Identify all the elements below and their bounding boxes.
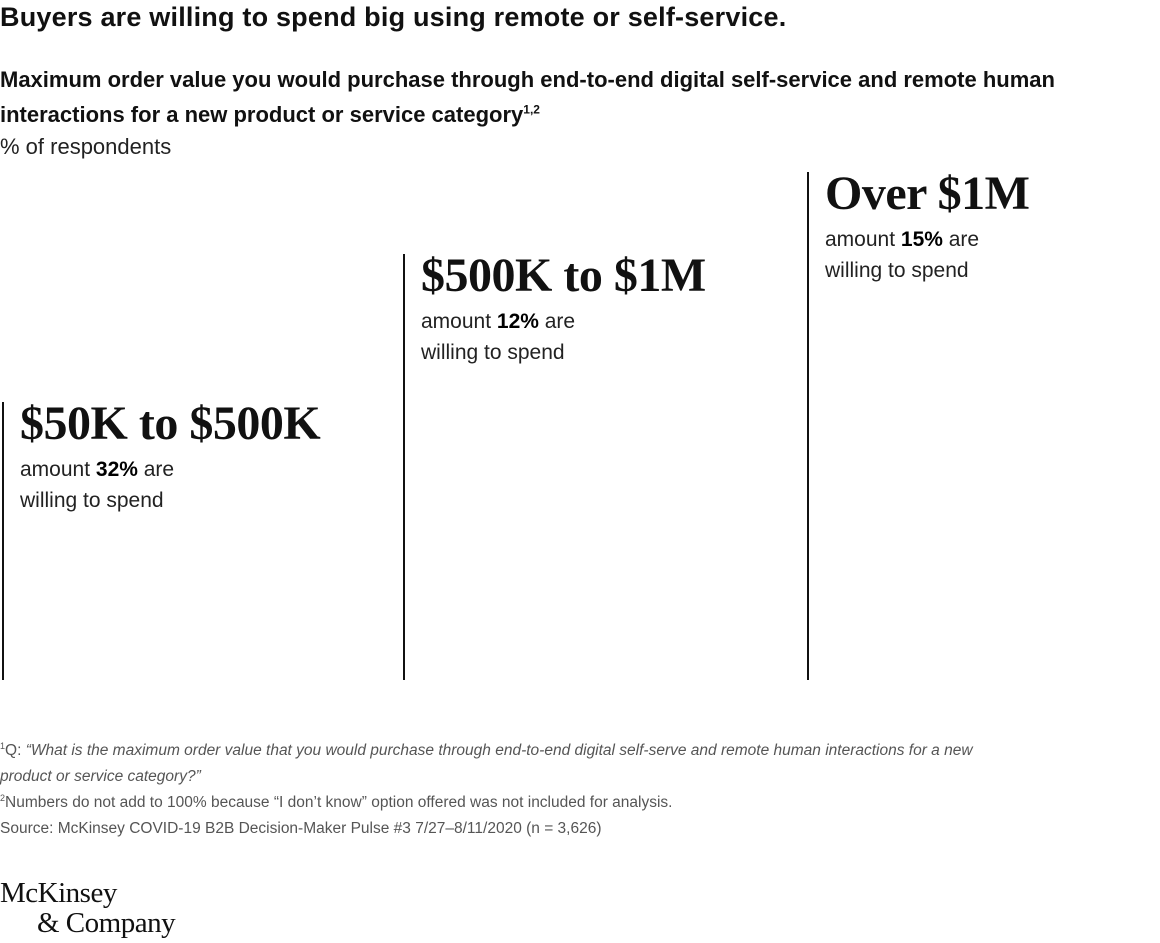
- category-label-2: $500K to $1M: [421, 249, 706, 302]
- bar-3: [807, 172, 809, 680]
- chart-title: Maximum order value you would purchase through end-to-end digital self-service and remote human interactions for a new product or service category$^{1,2}$: [0, 67, 1055, 127]
- footnote-1: $^1$Q: “What is the maximum order value that you would purchase through end-to-end digital self-serve and remote human interactions for a new: [0, 740, 973, 759]
- mckinsey-logo: McKinsey & Company: [0, 877, 176, 939]
- bar-1: [2, 402, 4, 680]
- category-label-1: $50K to $500K: [20, 397, 321, 450]
- category-desc-3: amount 15% are willing to spend: [825, 228, 980, 282]
- headline: Buyers are willing to spend big using remote or self-service.: [0, 2, 787, 32]
- footnote-1-cont: product or service category?”: [0, 768, 201, 785]
- source-note: Source: McKinsey COVID-19 B2B Decision-Maker Pulse #3 7/27–8/11/2020 (n = 3,626): [0, 820, 602, 837]
- value-label-1: 32%: [95, 458, 138, 481]
- bar-2: [403, 254, 405, 680]
- y-axis-label: % of respondents: [0, 134, 172, 159]
- footnote-2: $^2$Numbers do not add to 100% because “I don’t know” option offered was not included for analysis.: [0, 792, 673, 811]
- category-desc-1: amount 32% are willing to spend: [20, 458, 175, 512]
- title-superscript: 1,2: [523, 102, 540, 117]
- value-label-3: 15%: [900, 228, 943, 251]
- value-label-2: 12%: [496, 310, 539, 333]
- category-desc-2: amount 12% are willing to spend: [421, 310, 576, 364]
- category-label-3: Over $1M: [825, 167, 1030, 220]
